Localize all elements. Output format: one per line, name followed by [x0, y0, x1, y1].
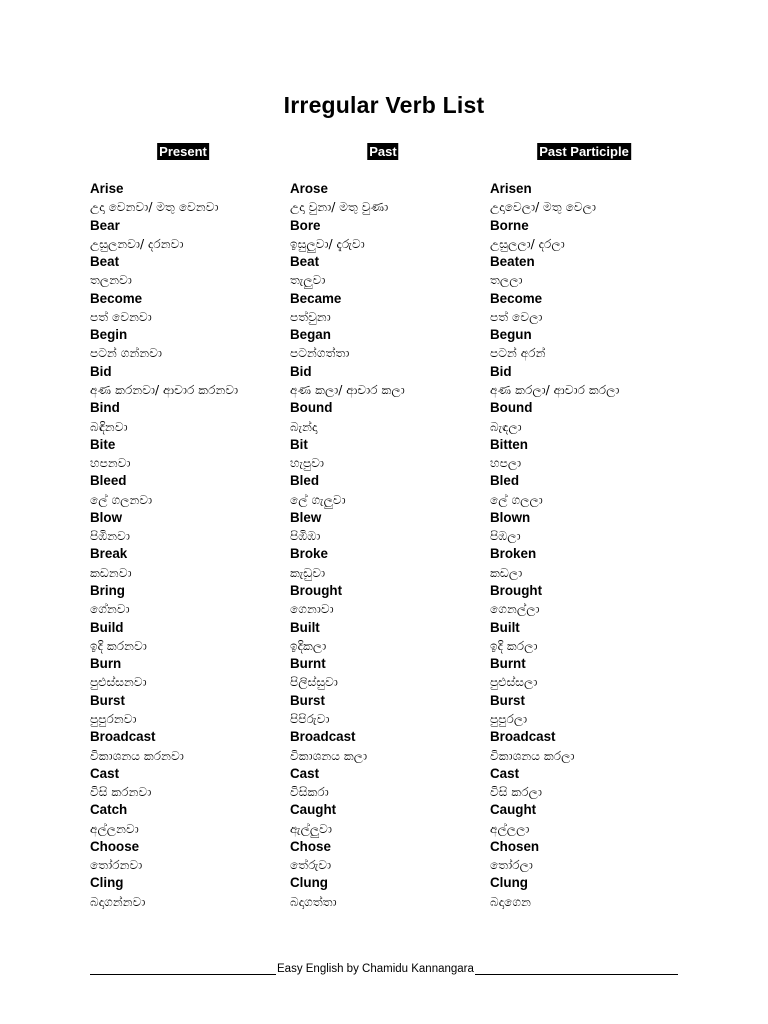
footer-credit: Easy English by Chamidu Kannangara: [277, 963, 474, 975]
past-participle-sinhala-meaning: තලලා: [490, 273, 523, 288]
past-verb: Caught: [290, 802, 337, 818]
present-verb: Blow: [90, 509, 122, 525]
past-sinhala-meaning: බැන්දා: [290, 419, 318, 434]
present-sinhala-meaning: තලනවා: [90, 273, 132, 288]
past-verb: Became: [290, 290, 342, 306]
page-title: Irregular Verb List: [283, 92, 485, 118]
past-participle-verb: Beaten: [490, 254, 535, 270]
present-sinhala-meaning: පටන් ගන්නවා: [90, 346, 163, 361]
past-sinhala-meaning: ඇල්ලුවා: [290, 821, 332, 836]
past-participle-verb: Blown: [490, 509, 531, 525]
past-entry: [290, 326, 490, 363]
past-sinhala-meaning: පත්වුනා: [290, 309, 331, 324]
past-entry: [290, 655, 490, 692]
past-participle-verb: Become: [490, 290, 543, 306]
past-entry: [290, 838, 490, 875]
past-verb: Brought: [290, 583, 343, 599]
present-verb: Break: [90, 546, 128, 562]
past-participle-entry: [490, 582, 690, 619]
past-participle-entry: [490, 692, 690, 729]
past-participle-sinhala-meaning: පුළුස්සලා: [490, 675, 538, 690]
past-participle-verb: Broadcast: [490, 729, 556, 745]
present-sinhala-meaning: බදාගන්නවා: [90, 894, 146, 909]
present-verb: Burst: [90, 692, 125, 708]
past-verb: Clung: [290, 875, 328, 891]
past-entry: [290, 217, 490, 254]
present-verb: Cast: [90, 765, 120, 781]
past-participle-entry: [490, 545, 690, 582]
present-verb: Broadcast: [90, 729, 156, 745]
past-participle-verb: Clung: [490, 875, 528, 891]
past-participle-verb: Bitten: [490, 436, 528, 452]
past-sinhala-meaning: පිපිරුවා: [290, 711, 330, 726]
present-sinhala-meaning: ගේනවා: [90, 602, 130, 617]
past-verb: Burnt: [290, 656, 326, 672]
past-participle-sinhala-meaning: තෝරලා: [490, 858, 533, 873]
present-sinhala-meaning: විසි කරනවා: [90, 785, 152, 800]
footer-rule-left: [90, 962, 276, 975]
present-verb: Burn: [90, 656, 122, 672]
present-verb: Build: [90, 619, 124, 635]
past-sinhala-meaning: කැඩුවා: [290, 565, 326, 580]
past-participle-entry: [490, 326, 690, 363]
past-participle-entry: [490, 436, 690, 473]
past-verb: Bit: [290, 436, 308, 452]
past-entry: [290, 290, 490, 327]
past-entry: [290, 692, 490, 729]
past-participle-sinhala-meaning: බැඳලා: [490, 419, 522, 434]
past-sinhala-meaning: පටන්ගත්තා: [290, 346, 350, 361]
past-verb: Broadcast: [290, 729, 356, 745]
present-entry: [90, 655, 290, 692]
past-entry: [290, 874, 490, 911]
present-entry: [90, 253, 290, 290]
past-participle-entry: [490, 655, 690, 692]
past-sinhala-meaning: තැලුවා: [290, 273, 326, 288]
past-participle-entry: [490, 619, 690, 656]
past-verb: Blew: [290, 509, 322, 525]
present-entry: [90, 801, 290, 838]
present-verb: Become: [90, 290, 143, 306]
past-participle-sinhala-meaning: ඉදි කරලා: [490, 638, 538, 653]
past-participle-entry: [490, 801, 690, 838]
past-entry: [290, 253, 490, 290]
past-entry: [290, 399, 490, 436]
past-participle-entry: [490, 363, 690, 400]
past-verb: Bled: [290, 473, 320, 489]
past-participle-sinhala-meaning: හපලා: [490, 456, 522, 471]
present-sinhala-meaning: පත් වෙනවා: [90, 309, 152, 324]
past-participle-verb: Brought: [490, 583, 543, 599]
present-verb: Bring: [90, 583, 125, 599]
present-entry: [90, 692, 290, 729]
present-verb: Bind: [90, 400, 120, 416]
past-participle-entry: [490, 217, 690, 254]
column-header-past: Past: [369, 144, 397, 159]
past-verb: Bid: [290, 363, 312, 379]
past-sinhala-meaning: ඉදිකලා: [290, 638, 327, 653]
present-sinhala-meaning: පිඹිනවා: [90, 529, 130, 544]
past-participle-verb: Built: [490, 619, 520, 635]
past-sinhala-meaning: ඉසුලුවා/ දැරුවා: [290, 236, 365, 251]
past-verb: Broke: [290, 546, 328, 562]
past-verb: Arose: [290, 181, 328, 196]
past-participle-sinhala-meaning: පුපුරලා: [490, 711, 528, 726]
present-sinhala-meaning: හපනවා: [90, 456, 131, 471]
past-sinhala-meaning: බදාගත්තා: [290, 894, 337, 909]
past-verb: Chose: [290, 838, 331, 854]
past-entry: [290, 363, 490, 400]
past-sinhala-meaning: හැපුවා: [290, 456, 325, 471]
present-verb: Bid: [90, 363, 112, 379]
present-entry: [90, 399, 290, 436]
present-verb: Choose: [90, 838, 140, 854]
past-participle-sinhala-meaning: විකාශනය කරලා: [490, 748, 575, 763]
column-header-past-participle: Past Participle: [539, 144, 629, 159]
past-entry: [290, 619, 490, 656]
column-header-present: Present: [159, 144, 207, 159]
past-participle-sinhala-meaning: අණ කරලා/ ආචාර කරලා: [490, 383, 620, 398]
past-participle-sinhala-meaning: උසුලලා/ දරලා: [490, 236, 565, 251]
present-verb: Cling: [90, 875, 124, 891]
present-verb: Catch: [90, 802, 128, 818]
past-entry: [290, 728, 490, 765]
past-column: [290, 180, 490, 911]
present-sinhala-meaning: අල්ලනවා: [90, 821, 139, 836]
present-entry: [90, 838, 290, 875]
past-participle-sinhala-meaning: උදාවෙලා/ මතු වෙලා: [490, 200, 596, 215]
present-sinhala-meaning: විකාශනය කරනවා: [90, 748, 184, 763]
present-entry: [90, 363, 290, 400]
present-sinhala-meaning: ඉදි කරනවා: [90, 638, 147, 653]
present-sinhala-meaning: කඩනවා: [90, 565, 132, 580]
past-verb: Beat: [290, 254, 320, 270]
past-participle-entry: [490, 253, 690, 290]
present-verb: Bite: [90, 436, 116, 452]
past-participle-verb: Arisen: [490, 181, 532, 196]
past-participle-sinhala-meaning: අල්ලලා: [490, 821, 530, 836]
present-entry: [90, 180, 290, 217]
present-sinhala-meaning: උදා වෙනවා/ මතු වෙනවා: [90, 200, 219, 215]
past-entry: [290, 765, 490, 802]
past-participle-verb: Borne: [490, 217, 529, 233]
past-participle-sinhala-meaning: කඩලා: [490, 565, 523, 580]
present-sinhala-meaning: අණ කරනවා/ ආචාර කරනවා: [90, 383, 239, 398]
past-participle-verb: Chosen: [490, 838, 540, 854]
past-participle-column: [490, 180, 690, 911]
past-entry: [290, 582, 490, 619]
past-participle-verb: Broken: [490, 546, 537, 562]
present-entry: [90, 472, 290, 509]
past-participle-sinhala-meaning: බදාගෙන: [490, 894, 532, 909]
past-sinhala-meaning: විකාශනය කලා: [290, 748, 368, 763]
past-entry: [290, 472, 490, 509]
past-verb: Began: [290, 327, 331, 343]
past-entry: [290, 801, 490, 838]
present-entry: [90, 290, 290, 327]
past-participle-sinhala-meaning: පටන් අරන්: [490, 346, 546, 361]
past-participle-verb: Bound: [490, 400, 533, 416]
past-participle-sinhala-meaning: විසි කරලා: [490, 785, 542, 800]
present-sinhala-meaning: ලේ ගලනවා: [90, 492, 153, 507]
past-sinhala-meaning: තේරුවා: [290, 858, 332, 873]
past-participle-sinhala-meaning: පිඹලා: [490, 529, 521, 544]
present-sinhala-meaning: පුළුස්සනවා: [90, 675, 147, 690]
past-participle-verb: Burst: [490, 692, 525, 708]
past-entry: [290, 436, 490, 473]
past-participle-entry: [490, 728, 690, 765]
past-participle-verb: Begun: [490, 327, 532, 343]
footer-rule-right: [475, 962, 678, 975]
past-participle-sinhala-meaning: ගෙනල්ලා: [490, 602, 540, 617]
present-entry: [90, 217, 290, 254]
present-verb: Bear: [90, 217, 120, 233]
present-verb: Beat: [90, 254, 120, 270]
present-entry: [90, 545, 290, 582]
past-participle-entry: [490, 180, 690, 217]
past-verb: Bound: [290, 400, 333, 416]
present-entry: [90, 436, 290, 473]
past-participle-entry: [490, 290, 690, 327]
past-verb: Built: [290, 619, 320, 635]
present-entry: [90, 765, 290, 802]
past-sinhala-meaning: පිඹිඹා: [290, 529, 321, 544]
present-entry: [90, 582, 290, 619]
past-participle-verb: Burnt: [490, 656, 526, 672]
past-participle-sinhala-meaning: පත් වෙලා: [490, 309, 543, 324]
present-column: [90, 180, 290, 911]
past-participle-entry: [490, 874, 690, 911]
past-sinhala-meaning: ලේ ගැලුවා: [290, 492, 346, 507]
past-participle-verb: Caught: [490, 802, 537, 818]
present-verb: Bleed: [90, 473, 127, 489]
present-sinhala-meaning: බඳිනවා: [90, 419, 128, 434]
past-entry: [290, 545, 490, 582]
past-participle-entry: [490, 838, 690, 875]
past-sinhala-meaning: පිලිස්සුවා: [290, 675, 338, 690]
past-participle-entry: [490, 399, 690, 436]
present-entry: [90, 509, 290, 546]
past-verb: Bore: [290, 217, 321, 233]
past-participle-entry: [490, 765, 690, 802]
past-sinhala-meaning: ගෙනාවා: [290, 602, 334, 617]
present-sinhala-meaning: පුපුරනවා: [90, 711, 137, 726]
past-participle-entry: [490, 472, 690, 509]
present-verb: Begin: [90, 327, 128, 343]
past-participle-sinhala-meaning: ලේ ගලලා: [490, 492, 543, 507]
present-entry: [90, 728, 290, 765]
past-sinhala-meaning: අණ කලා/ ආචාර කලා: [290, 383, 405, 398]
past-verb: Burst: [290, 692, 325, 708]
past-participle-verb: Bid: [490, 363, 512, 379]
footer: [90, 962, 678, 975]
past-verb: Cast: [290, 765, 320, 781]
present-sinhala-meaning: තෝරනවා: [90, 858, 143, 873]
past-sinhala-meaning: උදා වුනා/ මතු වුණා: [290, 200, 389, 215]
past-participle-verb: Cast: [490, 765, 520, 781]
past-entry: [290, 180, 490, 217]
present-entry: [90, 326, 290, 363]
present-verb: Arise: [90, 181, 124, 196]
present-sinhala-meaning: උසුලනවා/ දරනවා: [90, 236, 184, 251]
past-participle-entry: [490, 509, 690, 546]
present-entry: [90, 874, 290, 911]
past-sinhala-meaning: විසිකරා: [290, 785, 329, 800]
past-entry: [290, 509, 490, 546]
past-participle-verb: Bled: [490, 473, 520, 489]
present-entry: [90, 619, 290, 656]
